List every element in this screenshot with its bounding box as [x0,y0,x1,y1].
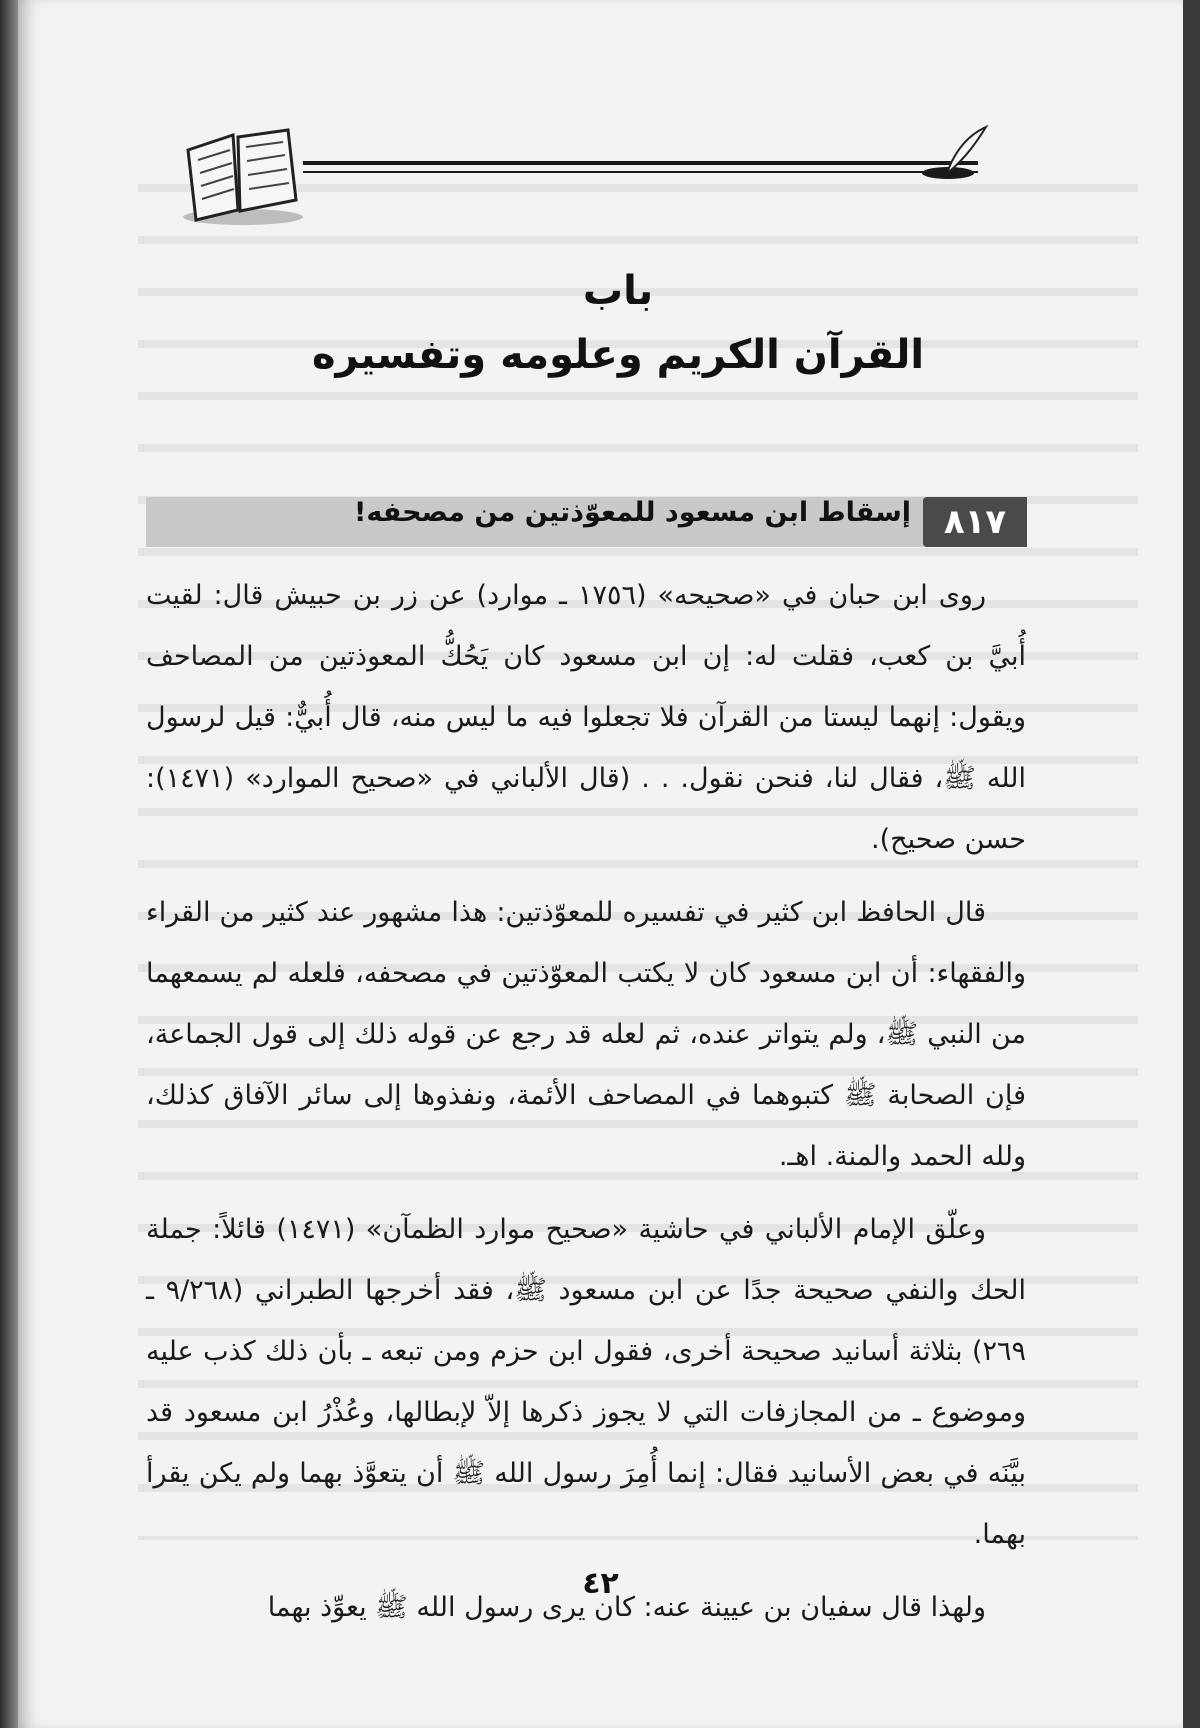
entry-title: إسقاط ابن مسعود للمعوّذتين من مصحفه! [354,497,911,528]
paragraph: قال الحافظ ابن كثير في تفسيره للمعوّذتين: هذا مشهور عند كثير من القراء والفقهاء: أن ابن مسعود كان لا يكتب المعوّذتين في مصحفه، فلعله لم يسمعهما من النبي ﷺ، ولم يتواتر عنده، ثم لعله قد رجع عن قوله ذلك إلى قول الجماعة، فإن الصحابة ﷺ كتبوهما في المصاحف الأئمة، ونفذوها إلى سائر الآفاق كذلك، ولله الحمد والمنة. اهـ. [146,897,1026,1172]
page-number: ٤٢ [582,1566,619,1601]
book-spine-edge [0,0,18,1728]
open-book-icon [183,130,303,225]
book-page [18,0,1183,1728]
chapter-title: القرآن الكريم وعلومه وتفسيره [311,332,925,378]
chapter-label: باب [582,268,654,314]
entry-number-badge: ٨١٧ [923,497,1027,547]
paragraph: ولهذا قال سفيان بن عيينة عنه: كان يرى رسول الله ﷺ يعوِّذ بهما [267,1592,986,1623]
body-text [146,565,1026,1650]
paragraph: وعلّق الإمام الألباني في حاشية «صحيح موارد الظمآن» (١٤٧١) قائلاً: جملة الحك والنفي صحيحة جدًا عن ابن مسعود ﷺ، فقد أخرجها الطبراني (٩/٢٦٨ ـ ٢٦٩) بثلاثة أسانيد صحيحة أخرى، فقول ابن حزم ومن تبعه ـ بأن ذلك كذب عليه وموضوع ـ من المجازفات التي لا يجوز ذكرها إلاّ لإبطالها، وعُذْرُ ابن مسعود قد بيَّنَه في بعض الأسانيد فقال: إنما أُمِرَ رسول الله ﷺ أن يتعوَّذ بهما ولم يكن يقرأ بهما. [146,1214,1026,1550]
header-ornament [178,125,998,255]
paragraph: روى ابن حبان في «صحيحه» (١٧٥٦ ـ موارد) عن زر بن حبيش قال: لقيت أُبيَّ بن كعب، فقلت له: إن ابن مسعود كان يَحُكُّ المعوذتين من المصاحف ويقول: إنهما ليستا من القرآن فلا تجعلوا فيه ما ليس منه، قال أُبيٌّ: قيل لرسول الله ﷺ، فقال لنا، فنحن نقول. . . (قال الألباني في «صحيح الموارد» (١٤٧١): حسن صحيح). [146,580,1026,855]
